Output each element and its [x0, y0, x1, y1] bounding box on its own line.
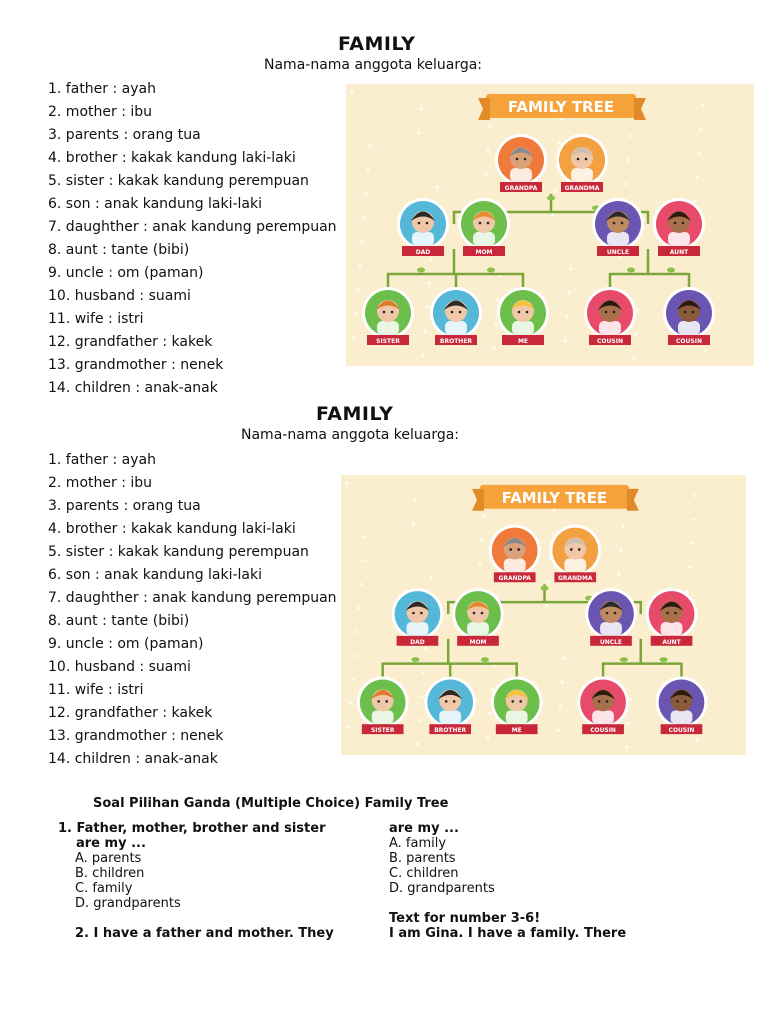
background-dot [551, 213, 554, 216]
leaf [417, 268, 425, 273]
background-dot [347, 726, 350, 729]
background-dot [357, 606, 360, 609]
person-sister [362, 287, 414, 345]
vocabulary-item: 7. daughther : anak kandung perempuan [48, 219, 337, 235]
person-label: GRANDPA [498, 575, 531, 583]
body [599, 321, 621, 335]
background-dot [484, 172, 487, 175]
person-aunt [653, 198, 705, 256]
leaf [547, 196, 555, 201]
person-cousin1 [577, 677, 629, 735]
question-1-line2: are my ... [76, 836, 146, 851]
background-dot [621, 525, 624, 528]
person-label: DAD [410, 638, 425, 646]
background-dot [423, 329, 426, 332]
leaf [620, 657, 628, 662]
background-dot [422, 671, 425, 674]
background-dot [349, 702, 352, 705]
person-grandpa [489, 525, 541, 583]
eye [614, 612, 617, 615]
person-label: BROTHER [439, 338, 473, 345]
background-dot [355, 630, 358, 633]
vocabulary-item: 8. aunt : tante (bibi) [48, 613, 190, 629]
background-dot [351, 678, 354, 681]
background-dot [563, 657, 566, 660]
background-dot [557, 729, 560, 732]
background-dot [362, 216, 365, 219]
body [510, 168, 532, 182]
eye [519, 700, 522, 703]
background-dot [486, 736, 489, 739]
vocabulary-item: 2. mother : ibu [48, 104, 153, 120]
vocabulary-list [48, 78, 348, 400]
body [377, 321, 399, 335]
background-dot [494, 322, 497, 325]
background-dot [359, 583, 362, 586]
background-dot [412, 522, 415, 525]
person-label: DAD [415, 249, 431, 256]
background-dot [417, 131, 420, 134]
body [504, 558, 526, 572]
page-subtitle: Nama-nama anggota keluarga: [264, 57, 483, 73]
background-dot [557, 141, 560, 144]
body [407, 622, 429, 636]
person-label: BROTHER [434, 727, 467, 735]
vocabulary-item: 13. grandmother : nenek [48, 357, 224, 373]
background-dot [626, 158, 629, 161]
eye [383, 311, 386, 314]
person-label: GRANDMA [564, 185, 600, 192]
background-dot [634, 332, 637, 335]
background-dot [617, 573, 620, 576]
quiz-right-column [389, 821, 689, 941]
vocabulary-item: 4. brother : kakak kandung laki-laki [48, 521, 296, 537]
page-title: FAMILY [316, 403, 394, 425]
person-label: AUNT [662, 638, 681, 646]
person-mom [452, 588, 504, 646]
answer-option: D. grandparents [75, 896, 181, 911]
person-label: ME [517, 338, 529, 345]
leaf [627, 268, 635, 273]
eye [385, 700, 388, 703]
background-dot [688, 566, 691, 569]
question-1-line1: 1. Father, mother, brother and sister [58, 821, 326, 836]
leaf [481, 657, 489, 662]
vocabulary-item: 14. children : anak-anak [48, 380, 218, 396]
answer-option: A. parents [75, 851, 142, 866]
body [678, 321, 700, 335]
body [445, 321, 467, 335]
eye [621, 222, 624, 225]
person-cousin2 [656, 677, 708, 735]
background-dot [563, 339, 566, 342]
vocabulary-item: 9. uncle : om (paman) [48, 265, 204, 281]
eye [511, 700, 514, 703]
eye [453, 700, 456, 703]
vocabulary-item: 13. grandmother : nenek [48, 728, 224, 744]
person-label: MOM [469, 638, 487, 646]
body [412, 232, 434, 246]
vocabulary-item: 7. daughther : anak kandung perempuan [48, 590, 337, 606]
body [467, 622, 489, 636]
person-label: SISTER [376, 338, 400, 345]
eye [481, 612, 484, 615]
banner-title: FAMILY TREE [507, 98, 615, 116]
person-label: MOM [475, 249, 493, 256]
background-dot [636, 308, 639, 311]
person-label: COUSIN [676, 338, 702, 345]
person-label: SISTER [370, 727, 395, 735]
eye [459, 311, 462, 314]
eye [377, 700, 380, 703]
background-dot [345, 481, 348, 484]
background-dot [625, 745, 628, 748]
person-me [491, 677, 543, 735]
eye [524, 158, 527, 161]
question-1-options [75, 851, 378, 911]
background-dot [545, 603, 548, 606]
eye [516, 158, 519, 161]
body [512, 321, 534, 335]
body [671, 710, 693, 724]
eye [420, 612, 423, 615]
background-dot [701, 103, 704, 106]
answer-option: D. grandparents [389, 881, 495, 896]
question-2-line2: are my ... [389, 821, 459, 836]
vocabulary-item: 11. wife : istri [48, 311, 144, 327]
background-dot [624, 182, 627, 185]
banner-title: FAMILY TREE [501, 488, 608, 507]
body [600, 622, 622, 636]
body [571, 168, 593, 182]
eye [509, 548, 512, 551]
person-uncle [592, 198, 644, 256]
body [668, 232, 690, 246]
background-dot [559, 705, 562, 708]
eye [526, 311, 529, 314]
quiz-heading: Soal Pilihan Ganda (Multiple Choice) Family Tree [93, 796, 449, 811]
body [592, 710, 614, 724]
answer-option: C. children [389, 866, 459, 881]
eye [606, 700, 609, 703]
family-tree-image [346, 84, 754, 366]
background-dot [697, 151, 700, 154]
person-cousin1 [584, 287, 636, 345]
eye [518, 311, 521, 314]
eye [598, 700, 601, 703]
background-dot [424, 647, 427, 650]
eye [674, 612, 677, 615]
person-sister [357, 677, 409, 735]
background-dot [690, 542, 693, 545]
background-dot [629, 698, 632, 701]
background-dot [360, 240, 363, 243]
answer-option: A. family [389, 836, 447, 851]
background-dot [627, 722, 630, 725]
vocabulary-item: 2. mother : ibu [48, 475, 153, 491]
body [473, 232, 495, 246]
vocabulary-item: 6. son : anak kandung laki-laki [48, 196, 263, 212]
background-dot [478, 563, 481, 566]
background-dot [547, 580, 550, 583]
vocabulary-item: 6. son : anak kandung laki-laki [48, 567, 263, 583]
background-dot [692, 518, 695, 521]
background-dot [699, 127, 702, 130]
vocabulary-item: 3. parents : orang tua [48, 498, 201, 514]
background-dot [553, 189, 556, 192]
background-dot [430, 576, 433, 579]
vocabulary-item: 14. children : anak-anak [48, 751, 218, 767]
eye [479, 222, 482, 225]
background-dot [695, 175, 698, 178]
question-2-options [389, 836, 689, 896]
vocabulary-item: 9. uncle : om (paman) [48, 636, 204, 652]
background-dot [632, 356, 635, 359]
person-aunt [646, 588, 698, 646]
eye [682, 222, 685, 225]
background-dot [496, 298, 499, 301]
background-dot [358, 264, 361, 267]
eye [605, 311, 608, 314]
background-dot [551, 532, 554, 535]
person-grandpa [495, 134, 547, 192]
answer-option: B. parents [389, 851, 456, 866]
person-uncle [585, 588, 637, 646]
background-dot [356, 288, 359, 291]
vocabulary-item: 10. husband : suami [48, 659, 191, 675]
background-dot [693, 199, 696, 202]
eye [613, 311, 616, 314]
eye [684, 311, 687, 314]
answer-option: C. family [75, 881, 133, 896]
leaf [541, 586, 549, 591]
eye [487, 222, 490, 225]
leaf [667, 268, 675, 273]
background-dot [350, 90, 353, 93]
vocabulary-item: 11. wife : istri [48, 682, 144, 698]
background-dot [354, 312, 357, 315]
person-dad [392, 588, 444, 646]
background-dot [492, 346, 495, 349]
background-dot [482, 515, 485, 518]
vocabulary-item: 5. sister : kakak kandung perempuan [48, 544, 309, 560]
eye [606, 612, 609, 615]
eye [412, 612, 415, 615]
eye [585, 158, 588, 161]
eye [418, 222, 421, 225]
person-label: COUSIN [597, 338, 623, 345]
background-dot [419, 107, 422, 110]
page-title: FAMILY [338, 33, 416, 55]
background-dot [694, 494, 697, 497]
person-label: ME [511, 727, 522, 735]
background-dot [435, 185, 438, 188]
body [439, 710, 461, 724]
background-dot [567, 291, 570, 294]
background-dot [703, 349, 706, 352]
background-dot [569, 267, 572, 270]
background-dot [425, 305, 428, 308]
eye [473, 612, 476, 615]
vocabulary-item: 4. brother : kakak kandung laki-laki [48, 150, 296, 166]
eye [391, 311, 394, 314]
body [506, 710, 528, 724]
eye [674, 222, 677, 225]
background-dot [686, 590, 689, 593]
vocabulary-item: 3. parents : orang tua [48, 127, 201, 143]
leaf [411, 657, 419, 662]
text-heading: Text for number 3-6! [389, 911, 541, 926]
person-label: GRANDMA [558, 575, 593, 583]
body [372, 710, 394, 724]
background-dot [352, 336, 355, 339]
background-dot [561, 681, 564, 684]
eye [577, 158, 580, 161]
vocabulary-item: 12. grandfather : kakek [48, 705, 213, 721]
body [661, 622, 683, 636]
vocabulary-item: 10. husband : suami [48, 288, 191, 304]
person-brother [424, 677, 476, 735]
eye [676, 700, 679, 703]
background-dot [420, 695, 423, 698]
leaf [487, 268, 495, 273]
person-mom [458, 198, 510, 256]
background-dot [488, 712, 491, 715]
background-dot [416, 742, 419, 745]
eye [692, 311, 695, 314]
eye [445, 700, 448, 703]
eye [684, 700, 687, 703]
background-dot [363, 535, 366, 538]
vocabulary-item: 12. grandfather : kakek [48, 334, 213, 350]
background-dot [490, 688, 493, 691]
question-2-line1: 2. I have a father and mother. They [75, 926, 334, 941]
vocabulary-list [48, 449, 348, 771]
body [564, 558, 586, 572]
eye [570, 548, 573, 551]
background-dot [421, 353, 424, 356]
vocabulary-item: 1. father : ayah [48, 81, 156, 97]
person-label: UNCLE [600, 638, 622, 646]
body [607, 232, 629, 246]
background-dot [364, 192, 367, 195]
person-label: UNCLE [606, 249, 630, 256]
background-dot [418, 719, 421, 722]
person-label: COUSIN [590, 727, 616, 735]
eye [578, 548, 581, 551]
background-dot [414, 498, 417, 501]
eye [613, 222, 616, 225]
eye [666, 612, 669, 615]
answer-option: B. children [75, 866, 145, 881]
background-dot [696, 739, 699, 742]
vocabulary-item: 8. aunt : tante (bibi) [48, 242, 190, 258]
background-dot [480, 539, 483, 542]
family-tree-image [341, 475, 749, 757]
text-line-1: I am Gina. I have a family. There [389, 926, 627, 941]
background-dot [628, 134, 631, 137]
background-dot [368, 144, 371, 147]
background-dot [427, 281, 430, 284]
person-label: COUSIN [668, 727, 695, 735]
page-subtitle: Nama-nama anggota keluarga: [241, 427, 460, 443]
eye [426, 222, 429, 225]
eye [451, 311, 454, 314]
person-brother [430, 287, 482, 345]
background-dot [619, 549, 622, 552]
background-dot [488, 124, 491, 127]
background-dot [366, 168, 369, 171]
vocabulary-item: 1. father : ayah [48, 452, 156, 468]
person-grandma [549, 525, 601, 583]
person-grandma [556, 134, 608, 192]
leaf [660, 657, 668, 662]
eye [517, 548, 520, 551]
person-label: AUNT [669, 249, 689, 256]
person-cousin2 [663, 287, 715, 345]
background-dot [429, 257, 432, 260]
vocabulary-item: 5. sister : kakak kandung perempuan [48, 173, 309, 189]
background-dot [361, 559, 364, 562]
quiz-left-column [58, 821, 378, 941]
background-dot [565, 315, 568, 318]
background-dot [486, 148, 489, 151]
background-dot [353, 654, 356, 657]
person-me [497, 287, 549, 345]
person-dad [397, 198, 449, 256]
person-label: GRANDPA [504, 185, 538, 192]
